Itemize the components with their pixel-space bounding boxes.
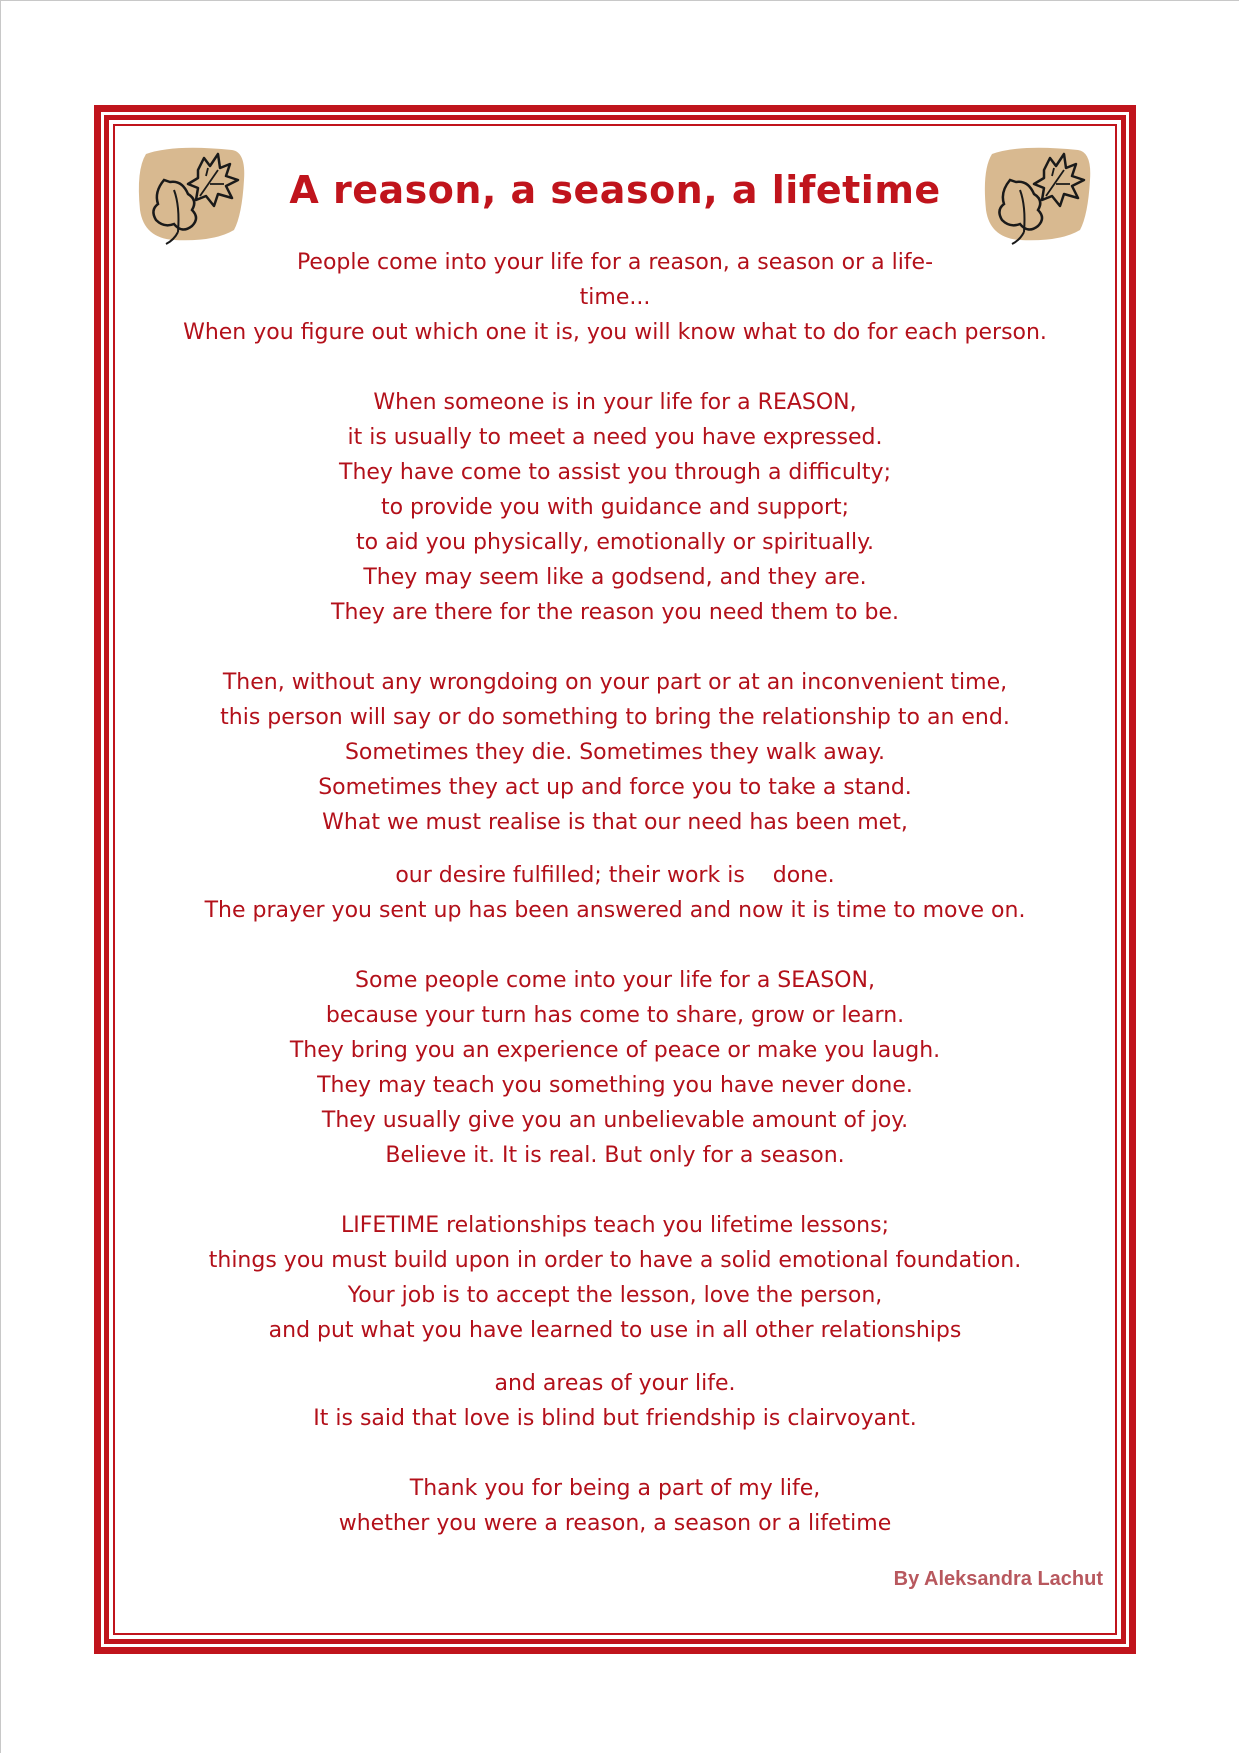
poem-line: Then, without any wrongdoing on your part or at an inconvenient time, xyxy=(222,670,1008,695)
author-byline: By Aleksandra Lachut xyxy=(893,1568,1103,1590)
poem-line: Believe it. It is real. But only for a season. xyxy=(385,1143,845,1168)
stanza-season xyxy=(115,963,1115,1173)
stanza-end xyxy=(115,665,1115,840)
poem-line: The prayer you sent up has been answered and now it is time to move on. xyxy=(204,898,1026,923)
poem-line: and put what you have learned to use in all other relationships xyxy=(268,1318,962,1343)
stanza-friendship xyxy=(115,1366,1115,1436)
stanza-move-on xyxy=(115,858,1115,928)
poem-line: It is said that love is blind but friendship is clairvoyant. xyxy=(313,1406,917,1431)
poem-line: Your job is to accept the lesson, love the person, xyxy=(347,1283,883,1308)
poem-line: it is usually to meet a need you have expressed. xyxy=(347,425,883,450)
poem-title: A reason, a season, a lifetime xyxy=(289,168,941,212)
poem-line: because your turn has come to share, grow or learn. xyxy=(325,1003,905,1028)
poem-line: Some people come into your life for a SEASON, xyxy=(355,968,875,993)
poem-line: They may teach you something you have never done. xyxy=(317,1073,913,1098)
poem-line: whether you were a reason, a season or a lifetime xyxy=(338,1511,892,1536)
poem-line: time... xyxy=(579,285,651,310)
stanza-lifetime xyxy=(115,1208,1115,1348)
poem-line: When you figure out which one it is, you will know what to do for each person. xyxy=(183,320,1047,345)
poem-line: They usually give you an unbelievable amount of joy. xyxy=(321,1108,909,1133)
poem-line: They bring you an experience of peace or make you laugh. xyxy=(289,1038,941,1063)
poem-line: What we must realise is that our need has been met, xyxy=(322,810,908,835)
poem-line: things you must build upon in order to have a solid emotional foundation. xyxy=(208,1248,1022,1273)
poem-line: our desire fulfilled; their work is done. xyxy=(395,863,835,888)
stanza-thanks xyxy=(115,1471,1115,1541)
poem-line: Sometimes they die. Sometimes they walk away. xyxy=(344,740,886,765)
poem-line: LIFETIME relationships teach you lifetime lessons; xyxy=(340,1213,889,1238)
poem-line: Thank you for being a part of my life, xyxy=(409,1476,821,1501)
poem-line: People come into your life for a reason, a season or a life- xyxy=(296,250,934,275)
poem-line: They may seem like a godsend, and they are. xyxy=(363,565,867,590)
poem-line: They are there for the reason you need them to be. xyxy=(331,600,899,625)
poem-line: this person will say or do something to bring the relationship to an end. xyxy=(220,705,1010,730)
poem-line: They have come to assist you through a difficulty; xyxy=(339,460,891,485)
stanza-intro xyxy=(115,245,1115,350)
poem-line: and areas of your life. xyxy=(494,1371,736,1396)
poem-line: Sometimes they act up and force you to take a stand. xyxy=(318,775,912,800)
poem-body xyxy=(115,245,1115,1541)
poem-line: to aid you physically, emotionally or spiritually. xyxy=(356,530,874,555)
stanza-reason xyxy=(115,385,1115,630)
poem-line: When someone is in your life for a REASON, xyxy=(373,390,857,415)
poem-line: to provide you with guidance and support; xyxy=(380,495,850,520)
